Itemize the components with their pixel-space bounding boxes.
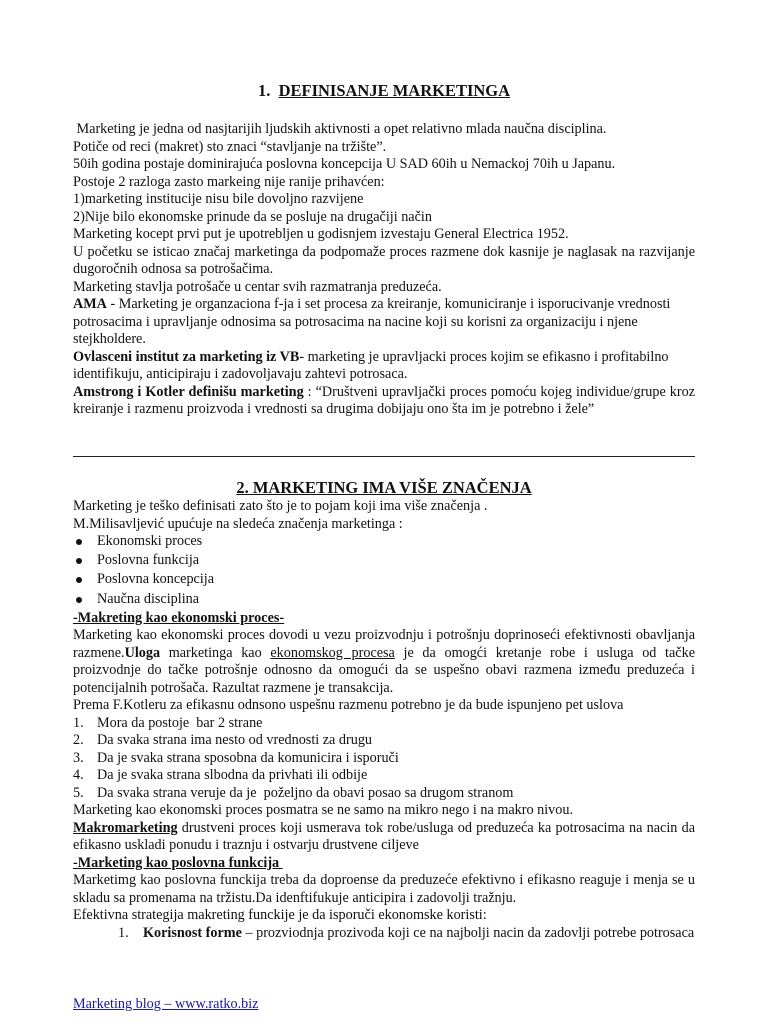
meanings-list bbox=[73, 533, 695, 610]
s1-line-2: Potiče od reci (makret) sto znaci “stavljanje na tržište”. bbox=[73, 138, 387, 155]
s2-intro-1: Marketing je teško definisati zato što je to pojam koji ima više značenja . bbox=[73, 498, 488, 514]
list-item: Naučna disciplina bbox=[73, 591, 695, 610]
list-number: 1. bbox=[118, 924, 129, 941]
list-number: 5. bbox=[73, 784, 84, 801]
korisnost-label: Korisnost forme bbox=[143, 924, 242, 941]
list-number: 2. bbox=[73, 732, 84, 749]
s2-intro-2: M.Milisavljević upućuje na sledeća značenja marketinga : bbox=[73, 515, 403, 532]
section-divider bbox=[73, 456, 695, 457]
sub1-p1-b: marketinga kao bbox=[160, 644, 271, 661]
list-text: Mora da postoje bar 2 strane bbox=[97, 714, 263, 731]
s1-line-4: Postoje 2 razloga zasto markeing nije ranije prihavćen: bbox=[73, 173, 385, 190]
makro-label: Makromarketing bbox=[73, 819, 178, 836]
s1-ama-para bbox=[73, 296, 695, 349]
s1-kotler-para bbox=[73, 384, 695, 419]
ama-text: - Marketing je organzaciona f-ja i set procesa za kreiranje, komuniciranje i isporucivanje vrednosti potrosacima i upravljanje odnosima sa potrosacima na nacine koji su korisni za organizaciju i njene stejkholdere. bbox=[73, 296, 671, 347]
section1-number: 1. bbox=[257, 81, 271, 100]
section1-heading bbox=[73, 81, 695, 101]
s1-line-1: Marketing je jedna od nasjtarijih ljudskih aktivnosti a opet relativno mlada naučna disciplina. bbox=[73, 121, 607, 137]
section2-title: 2. MARKETING IMA VIŠE ZNAČENJA bbox=[236, 478, 532, 497]
section2-body bbox=[73, 498, 695, 942]
sub2-heading: -Marketing kao poslovna funkcija bbox=[73, 854, 283, 871]
ama-label: AMA bbox=[73, 296, 107, 312]
list-item bbox=[73, 715, 695, 733]
list-item bbox=[73, 750, 695, 768]
s1-line-center: Marketing stavlja potrošače u centar svih razmatranja preduzeća. bbox=[73, 278, 442, 295]
list-item: Poslovna funkcija bbox=[73, 552, 695, 571]
conditions-list bbox=[73, 715, 695, 803]
korisnost-text: – prozviodnja prozivoda koji ce na najbolji nacin da zadovlji potrebe potrosaca bbox=[241, 924, 695, 941]
list-text: Da svaka strana veruje da je poželjno da obavi posao sa drugom stranom bbox=[97, 784, 514, 801]
s1-line-7: Marketing kocept prvi put je upotrebljen u godisnjem izvestaju General Electrica 1952. bbox=[73, 226, 569, 242]
list-item bbox=[73, 732, 695, 750]
footer-link[interactable]: Marketing blog – www.ratko.biz bbox=[73, 996, 259, 1012]
list-number: 4. bbox=[73, 767, 84, 784]
s1-line-6: 2)Nije bilo ekonomske prinude da se posluje na drugačiji način bbox=[73, 208, 432, 225]
section1-body bbox=[73, 121, 695, 419]
uloga-label: Uloga bbox=[124, 644, 161, 661]
sub1-p1-a: Marketing kao ekonomski proces dovodi u vezu proizvodnju i potrošnju doprinoseći efektivnosti obavljanja razmene. bbox=[73, 627, 695, 661]
list-item: Poslovna koncepcija bbox=[73, 571, 695, 590]
list-item: Ekonomski proces bbox=[73, 533, 695, 552]
kotler-label: Amstrong i Kotler definišu marketing bbox=[73, 383, 304, 400]
s1-line-3: 50ih godina postaje dominirajuća poslovna koncepcija U SAD 60ih u Nemackoj 70ih u Japanu. bbox=[73, 156, 616, 172]
sub1-heading: -Makreting kao ekonomski proces- bbox=[73, 609, 285, 626]
sub2-para-2: Efektivna strategija makreting funckije je da isporuči ekonomske koristi: bbox=[73, 907, 487, 924]
s1-vb-para bbox=[73, 349, 695, 384]
sub1-para-1 bbox=[73, 627, 695, 697]
sub1-para-2: Prema F.Kotleru za efikasnu odnsono uspešnu razmenu potrebno je da bude ispunjeno pet uslova bbox=[73, 697, 624, 714]
list-item bbox=[73, 785, 695, 803]
vb-text: - marketing je upravljacki proces kojim se efikasno i profitabilno identifikuju, anticipiraju i zadovoljavaju zahtevi potrosaca. bbox=[73, 348, 669, 382]
vb-label: Ovlasceni institut za marketing iz VB bbox=[73, 348, 300, 365]
list-number: 1. bbox=[73, 714, 84, 731]
makro-text: drustveni proces koji usmerava tok robe/usluga od preduzeća ka potrosacima na nacin da efikasno uskladi ponudu i traznju i ostvarju drustvene ciljeve bbox=[73, 819, 695, 854]
list-text: Da svaka strana ima nesto od vrednosti za drugu bbox=[97, 732, 373, 749]
ekonomskog-procesa-term: ekonomskog procesa bbox=[270, 644, 395, 661]
list-item bbox=[73, 767, 695, 785]
s1-line-5: 1)marketing institucije nisu bile dovoljno razvijene bbox=[73, 191, 364, 207]
list-text: Da je svaka strana slbodna da privhati ili odbije bbox=[97, 767, 368, 784]
makro-para bbox=[73, 820, 695, 855]
korisnost-item bbox=[73, 925, 695, 943]
kotler-text: : “Društveni upravljački proces pomoću kojeg individue/grupe kroz kreiranje i razmenu proizvoda i vrednosti sa drugima dobijaju ono šta im je potrebno i žele” bbox=[73, 383, 696, 417]
s1-para-start: U početku se isticao značaj marketinga da podpomaže proces razmene dok kasnije je naglasak na razvijanje dugoročnih odnosa sa potrošačima. bbox=[73, 243, 695, 277]
sub1-para-3: Marketing kao ekonomski proces posmatra se ne samo na mikro nego i na makro nivou. bbox=[73, 802, 573, 819]
list-text: Da je svaka strana sposobna da komunicira i isporuči bbox=[97, 749, 399, 766]
sub2-para-1: Marketimg kao poslovna funckija treba da doproense da preduzeće efektivno i efikasno reaguje i menja se u skladu sa promenama na tržistu.Da idenftifukuje anticipira i zadovolji tražnju. bbox=[73, 872, 695, 906]
sub1-p1-c: je da omogći kretanje robe i usluga od tačke proizvodnje do tačke potrošnje odnosno da omogući da se uspešno obavi razmena između preduzeća i potencijalnih potrošača. Razultat razmene je transakcija. bbox=[73, 644, 695, 696]
list-number: 3. bbox=[73, 749, 84, 766]
section1-title: DEFINISANJE MARKETINGA bbox=[278, 81, 511, 100]
